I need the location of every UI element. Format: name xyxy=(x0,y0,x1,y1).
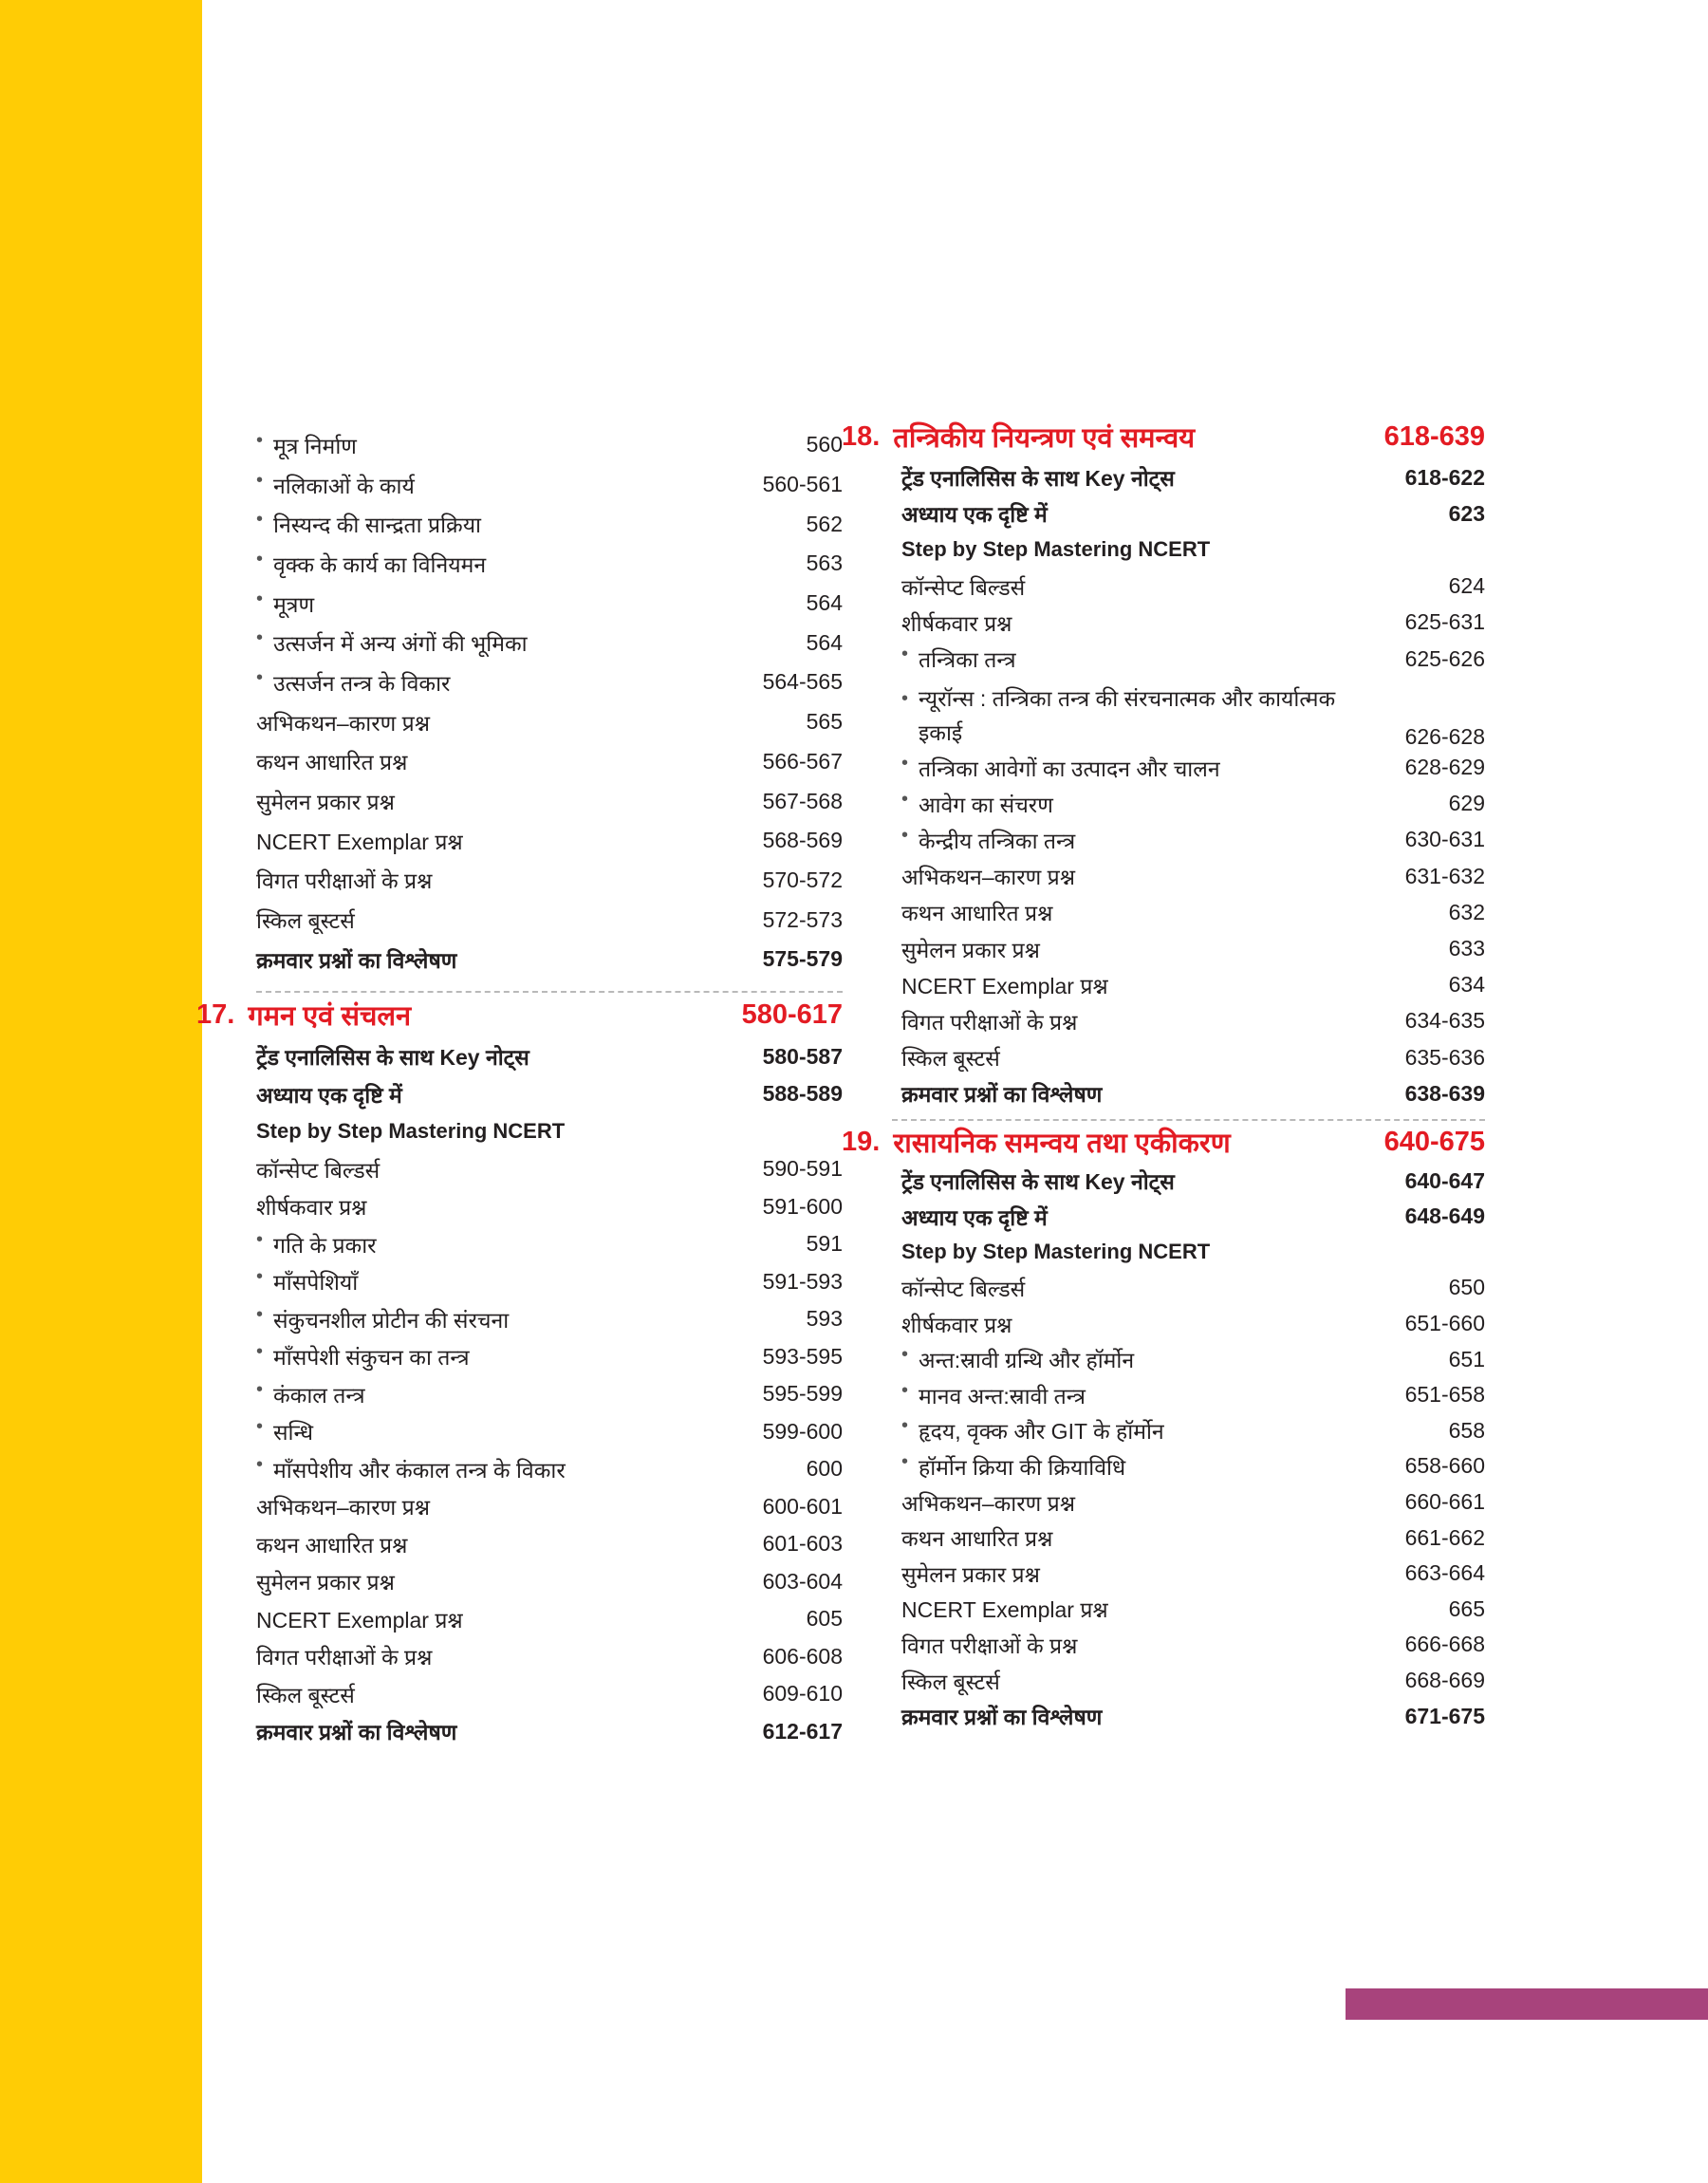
toc-entry-label: अध्याय एक दृष्टि में xyxy=(901,502,1048,528)
toc-entry[interactable] xyxy=(901,1484,1485,1521)
toc-entry[interactable] xyxy=(901,1003,1485,1039)
toc-entry-pages: 600-601 xyxy=(762,1493,843,1519)
toc-entry-label: NCERT Exemplar प्रश्न xyxy=(256,829,463,854)
toc-entry-pages: 580-587 xyxy=(762,1043,843,1069)
toc-entry[interactable] xyxy=(901,1075,1485,1111)
toc-entry-label: • माँसपेशीय और कंकाल तन्त्र के विकार xyxy=(256,1454,566,1484)
toc-entry-label: कथन आधारित प्रश्न xyxy=(901,1526,1053,1552)
toc-entry[interactable] xyxy=(256,584,843,624)
toc-entry-label: अध्याय एक दृष्टि में xyxy=(256,1082,402,1108)
toc-entry[interactable] xyxy=(256,1075,843,1113)
toc-entry[interactable] xyxy=(901,1413,1485,1449)
toc-entry-pages: 566-567 xyxy=(762,748,843,774)
toc-entry-label: अभिकथन–कारण प्रश्न xyxy=(256,710,431,736)
toc-chapter-19-items xyxy=(901,1163,1485,1734)
toc-entry-label: • आवेग का संचरण xyxy=(901,789,1053,819)
toc-entry[interactable] xyxy=(901,786,1485,822)
toc-entry[interactable] xyxy=(256,742,843,782)
toc-entry-pages: 663-664 xyxy=(1404,1560,1485,1586)
toc-entry[interactable] xyxy=(256,1450,843,1488)
toc-entry[interactable] xyxy=(256,702,843,742)
toc-entry[interactable] xyxy=(901,967,1485,1003)
toc-entry-label: कथन आधारित प्रश्न xyxy=(256,1532,408,1558)
toc-entry[interactable] xyxy=(256,425,843,465)
toc-entry-pages: 665 xyxy=(1448,1595,1485,1621)
toc-entry-pages: 623 xyxy=(1448,500,1485,526)
toc-entry[interactable] xyxy=(901,1698,1485,1734)
toc-entry[interactable] xyxy=(256,1713,843,1751)
toc-entry-label: स्किल बूस्टर्स xyxy=(256,908,355,934)
toc-entry[interactable] xyxy=(901,569,1485,605)
toc-entry[interactable] xyxy=(256,1675,843,1713)
chapter-title: गमन एवं संचलन xyxy=(248,1001,412,1033)
toc-entry-pages: 658 xyxy=(1448,1417,1485,1443)
toc-entry-label: • कंकाल तन्त्र xyxy=(256,1379,365,1409)
toc-entry[interactable] xyxy=(256,662,843,702)
yellow-side-bar xyxy=(0,0,202,2183)
toc-entry-label: क्रमवार प्रश्नों का विश्लेषण xyxy=(901,1082,1103,1108)
toc-entry-pages: 591-600 xyxy=(762,1193,843,1219)
toc-entry-pages: 590-591 xyxy=(762,1156,843,1182)
toc-entry[interactable] xyxy=(901,822,1485,858)
toc-entry[interactable] xyxy=(256,1188,843,1226)
chapter-number: 19. xyxy=(842,1126,881,1157)
toc-chapter-17-items xyxy=(256,1038,843,1751)
toc-entry-label: विगत परीक्षाओं के प्रश्न xyxy=(256,868,433,894)
toc-entry-label: • तन्त्रिका आवेगों का उत्पादन और चालन xyxy=(901,753,1220,783)
toc-entry-label: ट्रेंड एनालिसिस के साथ Key नोट्स xyxy=(901,466,1175,492)
toc-entry-label: Step by Step Mastering NCERT xyxy=(901,537,1211,562)
toc-entry-pages: 618-622 xyxy=(1404,464,1485,490)
toc-entry-pages: 564 xyxy=(806,590,843,616)
toc-entry[interactable] xyxy=(256,1225,843,1263)
toc-entry-pages: 629 xyxy=(1448,791,1485,816)
toc-entry-label: कथन आधारित प्रश्न xyxy=(256,750,408,775)
toc-entry[interactable] xyxy=(256,1113,843,1151)
toc-entry-label: ट्रेंड एनालिसिस के साथ Key नोट्स xyxy=(901,1169,1175,1195)
toc-entry[interactable] xyxy=(901,1235,1485,1271)
toc-entry-pages: 570-572 xyxy=(762,867,843,892)
toc-entry-label: क्रमवार प्रश्नों का विश्लेषण xyxy=(256,1720,457,1745)
chapter-pages: 618-639 xyxy=(1383,420,1485,452)
toc-entry[interactable] xyxy=(256,1263,843,1301)
toc-entry-pages: 648-649 xyxy=(1404,1203,1485,1229)
toc-entry-pages: 634-635 xyxy=(1404,1008,1485,1034)
toc-entry[interactable] xyxy=(901,1520,1485,1556)
toc-entry-label: स्किल बूस्टर्स xyxy=(901,1046,1000,1072)
toc-entry-pages: 560 xyxy=(806,432,843,457)
toc-entry-label: शीर्षकवार प्रश्न xyxy=(901,610,1012,636)
toc-entry-pages: 635-636 xyxy=(1404,1044,1485,1070)
toc-entry-pages: 601-603 xyxy=(762,1531,843,1557)
toc-entry-label: • हृदय, वृक्क और GIT के हॉर्मोन xyxy=(901,1415,1164,1446)
toc-entry-pages: 630-631 xyxy=(1404,827,1485,852)
toc-entry-pages: 591 xyxy=(806,1231,843,1257)
toc-entry-pages: 575-579 xyxy=(762,946,843,972)
toc-entry-pages: 595-599 xyxy=(762,1381,843,1407)
toc-entry-pages: 565 xyxy=(806,709,843,735)
magenta-corner-tab xyxy=(1346,1988,1708,2020)
toc-entry-label: विगत परीक्षाओं के प्रश्न xyxy=(901,1633,1078,1658)
toc-entry[interactable] xyxy=(256,1038,843,1076)
chapter-19-heading[interactable] xyxy=(842,1121,1485,1163)
toc-entry[interactable] xyxy=(901,1448,1485,1484)
toc-entry-label: • माँसपेशियाँ xyxy=(256,1266,358,1297)
toc-entry-pages: 567-568 xyxy=(762,788,843,813)
toc-entry[interactable] xyxy=(256,1375,843,1413)
toc-entry-pages: 628-629 xyxy=(1404,755,1485,780)
toc-entry-label: सुमेलन प्रकार प्रश्न xyxy=(256,1570,395,1595)
toc-entry[interactable] xyxy=(901,858,1485,894)
toc-entry[interactable] xyxy=(901,894,1485,930)
toc-entry-label: • संकुचनशील प्रोटीन की संरचना xyxy=(256,1304,509,1334)
toc-entry-label: अभिकथन–कारण प्रश्न xyxy=(256,1495,431,1521)
toc-entry[interactable] xyxy=(901,532,1485,568)
chapter-pages: 640-675 xyxy=(1383,1126,1485,1157)
toc-entry-pages: 599-600 xyxy=(762,1418,843,1444)
toc-entry-pages: 593 xyxy=(806,1306,843,1332)
toc-entry-pages: 660-661 xyxy=(1404,1489,1485,1515)
toc-entry-label: शीर्षकवार प्रश्न xyxy=(256,1195,367,1221)
toc-entry[interactable] xyxy=(256,1525,843,1563)
toc-entry[interactable] xyxy=(256,900,843,940)
toc-entry[interactable] xyxy=(256,781,843,821)
chapter-18-heading[interactable] xyxy=(842,414,1485,459)
toc-entry-label: ट्रेंड एनालिसिस के साथ Key नोट्स xyxy=(256,1045,529,1071)
toc-entry[interactable] xyxy=(256,821,843,861)
toc-entry-pages: 606-608 xyxy=(762,1643,843,1669)
toc-entry-label: सुमेलन प्रकार प्रश्न xyxy=(901,937,1040,962)
toc-entry-label: क्रमवार प्रश्नों का विश्लेषण xyxy=(256,947,457,973)
toc-entry-pages: 563 xyxy=(806,550,843,576)
toc-entry-label: • निस्यन्द की सान्द्रता प्रक्रिया xyxy=(256,509,481,539)
toc-entry-label: Step by Step Mastering NCERT xyxy=(901,1240,1211,1264)
toc-entry[interactable] xyxy=(901,750,1485,786)
toc-entry-pages: 634 xyxy=(1448,972,1485,998)
toc-entry[interactable] xyxy=(901,605,1485,641)
toc-entry[interactable] xyxy=(256,861,843,901)
toc-entry-pages: 612-617 xyxy=(762,1718,843,1744)
toc-entry-label: कॉन्सेप्ट बिल्डर्स xyxy=(256,1157,381,1183)
toc-entry-label: • मूत्रण xyxy=(256,588,314,619)
toc-entry-label: सुमेलन प्रकार प्रश्न xyxy=(256,790,395,815)
toc-entry-label: विगत परीक्षाओं के प्रश्न xyxy=(901,1009,1078,1035)
toc-entry-pages: 668-669 xyxy=(1404,1668,1485,1692)
toc-entry-pages: 572-573 xyxy=(762,906,843,932)
toc-entry-pages: 666-668 xyxy=(1404,1632,1485,1657)
toc-entry-label: NCERT Exemplar प्रश्न xyxy=(901,1597,1108,1623)
chapter-17-heading[interactable] xyxy=(196,993,843,1038)
toc-entry[interactable] xyxy=(256,1413,843,1451)
toc-entry-pages: 651-660 xyxy=(1404,1311,1485,1336)
toc-chapter-18-items xyxy=(901,459,1485,1111)
toc-entry-pages: 588-589 xyxy=(762,1081,843,1107)
toc-entry-label: अभिकथन–कारण प्रश्न xyxy=(901,1490,1076,1516)
toc-entry[interactable] xyxy=(901,495,1485,532)
toc-entry-pages: 650 xyxy=(1448,1275,1485,1300)
toc-entry[interactable] xyxy=(256,1638,843,1676)
toc-entry[interactable] xyxy=(256,465,843,505)
toc-entry-pages: 638-639 xyxy=(1404,1080,1485,1106)
toc-entry[interactable] xyxy=(256,504,843,544)
toc-left-column xyxy=(196,425,843,1750)
toc-entry-pages: 671-675 xyxy=(1404,1703,1485,1728)
toc-entry-pages: 593-595 xyxy=(762,1343,843,1369)
toc-entry[interactable] xyxy=(256,623,843,662)
chapter-pages: 580-617 xyxy=(741,999,843,1031)
toc-entry-label: कॉन्सेप्ट बिल्डर्स xyxy=(901,1276,1026,1301)
toc-entry-label: • तन्त्रिका तन्त्र xyxy=(901,644,1016,674)
chapter-number: 18. xyxy=(842,420,881,452)
toc-entry[interactable] xyxy=(256,1600,843,1638)
toc-entry-label: NCERT Exemplar प्रश्न xyxy=(256,1607,463,1633)
toc-entry[interactable] xyxy=(901,1039,1485,1075)
toc-entry[interactable] xyxy=(256,1563,843,1601)
toc-entry-label: • मानव अन्त:स्रावी तन्त्र xyxy=(901,1380,1086,1410)
toc-entry-label: • वृक्क के कार्य का विनियमन xyxy=(256,549,486,579)
toc-entry-label: क्रमवार प्रश्नों का विश्लेषण xyxy=(901,1705,1103,1730)
toc-entry-label: सुमेलन प्रकार प्रश्न xyxy=(901,1561,1040,1587)
toc-right-column xyxy=(842,420,1485,1734)
toc-entry-pages: 626-628 xyxy=(1404,723,1485,749)
toc-entry[interactable] xyxy=(256,1300,843,1338)
toc-entry-pages: 625-626 xyxy=(1404,645,1485,671)
toc-entry-pages: 591-593 xyxy=(762,1268,843,1294)
toc-entry-pages: 633 xyxy=(1448,936,1485,961)
chapter-title: रासायनिक समन्वय तथा एकीकरण xyxy=(893,1128,1231,1159)
toc-entry-pages: 564 xyxy=(806,629,843,655)
toc-entry[interactable] xyxy=(901,459,1485,495)
toc-entry-label: • मूत्र निर्माण xyxy=(256,430,357,460)
toc-entry[interactable] xyxy=(256,1338,843,1376)
chapter-title: तन्त्रिकीय नियन्त्रण एवं समन्वय xyxy=(893,422,1196,454)
toc-entry-pages: 564-565 xyxy=(762,669,843,695)
toc-entry[interactable] xyxy=(901,1341,1485,1377)
toc-entry-pages: 624 xyxy=(1448,573,1485,599)
toc-entry-label: • उत्सर्जन में अन्य अंगों की भूमिका xyxy=(256,627,528,658)
toc-entry-label: कॉन्सेप्ट बिल्डर्स xyxy=(901,574,1026,600)
toc-entry-label: • केन्द्रीय तन्त्रिका तन्त्र xyxy=(901,825,1075,855)
toc-entry-label: स्किल बूस्टर्स xyxy=(901,1669,1000,1694)
toc-entry-label: • गति के प्रकार xyxy=(256,1229,377,1259)
toc-entry-pages: 651 xyxy=(1448,1346,1485,1371)
toc-entry-pages: 631-632 xyxy=(1404,863,1485,888)
toc-entry-pages: 661-662 xyxy=(1404,1524,1485,1550)
toc-entry-label: NCERT Exemplar प्रश्न xyxy=(901,973,1108,998)
toc-entry-label: कथन आधारित प्रश्न xyxy=(901,901,1053,926)
toc-entry-pages: 603-604 xyxy=(762,1568,843,1594)
toc-entry-pages: 600 xyxy=(806,1456,843,1482)
toc-entry-label: • न्यूरॉन्स : तन्त्रिका तन्त्र की संरचनात्मक और कार्यात्मक इकाई xyxy=(901,681,1336,750)
toc-entry[interactable] xyxy=(901,1556,1485,1592)
toc-entry-pages: 658-660 xyxy=(1404,1453,1485,1479)
toc-entry-label: • नलिकाओं के कार्य xyxy=(256,470,415,500)
toc-entry[interactable] xyxy=(901,1377,1485,1413)
toc-entry-pages: 562 xyxy=(806,511,843,536)
toc-entry-label: शीर्षकवार प्रश्न xyxy=(901,1312,1012,1337)
toc-entry-label: Step by Step Mastering NCERT xyxy=(256,1119,566,1144)
toc-entry-pages: 640-647 xyxy=(1404,1167,1485,1193)
toc-entry[interactable] xyxy=(256,1488,843,1526)
toc-entry-label: • सन्धि xyxy=(256,1416,313,1446)
toc-entry[interactable] xyxy=(901,1306,1485,1342)
toc-entry[interactable] xyxy=(256,544,843,584)
toc-entry-pages: 609-610 xyxy=(762,1681,843,1707)
toc-entry[interactable] xyxy=(256,1150,843,1188)
toc-entry-pages: 651-658 xyxy=(1404,1382,1485,1408)
toc-entry-pages: 568-569 xyxy=(762,828,843,853)
toc-entry[interactable] xyxy=(901,930,1485,966)
toc-entry[interactable] xyxy=(901,1627,1485,1663)
toc-entry-pages: 625-631 xyxy=(1404,609,1485,635)
toc-entry-label: अध्याय एक दृष्टि में xyxy=(901,1204,1048,1230)
toc-entry[interactable] xyxy=(901,1592,1485,1628)
toc-entry-pages: 560-561 xyxy=(762,472,843,497)
toc-entry-label: • उत्सर्जन तन्त्र के विकार xyxy=(256,667,450,698)
toc-entry[interactable] xyxy=(256,940,843,980)
toc-entry-pages: 632 xyxy=(1448,899,1485,924)
toc-entry-label: • अन्त:स्रावी ग्रन्थि और हॉर्मोन xyxy=(901,1344,1134,1374)
toc-entry[interactable] xyxy=(901,677,1485,749)
chapter-number: 17. xyxy=(196,999,235,1031)
toc-entry[interactable] xyxy=(901,1199,1485,1235)
toc-entry[interactable] xyxy=(901,641,1485,677)
toc-entry-label: स्किल बूस्टर्स xyxy=(256,1682,355,1707)
toc-entry-label: अभिकथन–कारण प्रश्न xyxy=(901,865,1076,890)
toc-entry[interactable] xyxy=(901,1663,1485,1699)
toc-entry-label: • माँसपेशी संकुचन का तन्त्र xyxy=(256,1341,470,1371)
toc-entry-pages: 605 xyxy=(806,1606,843,1632)
toc-entry-label: • हॉर्मोन क्रिया की क्रियाविधि xyxy=(901,1451,1125,1482)
toc-section-16-continued xyxy=(256,425,843,980)
toc-entry-label: विगत परीक्षाओं के प्रश्न xyxy=(256,1645,433,1670)
toc-entry[interactable] xyxy=(901,1163,1485,1199)
toc-entry[interactable] xyxy=(901,1270,1485,1306)
